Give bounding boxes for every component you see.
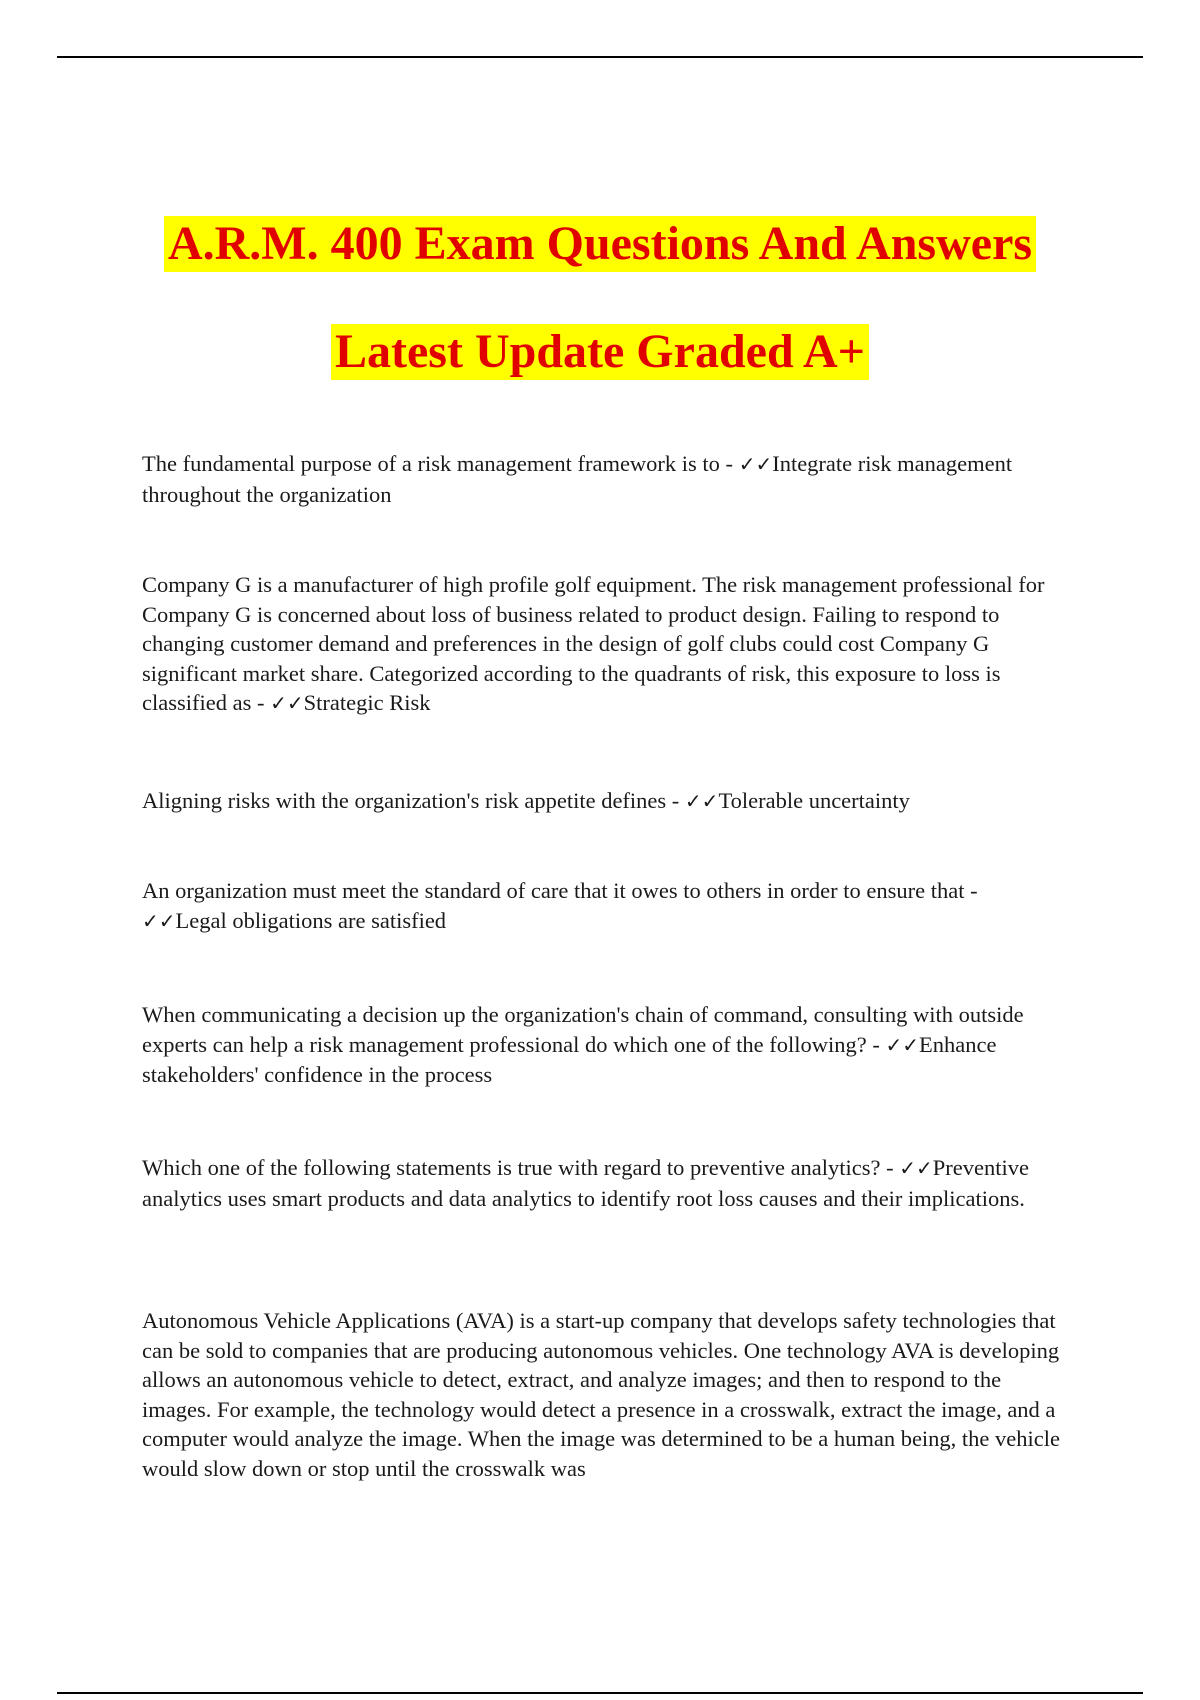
question-text: Which one of the following statements is true with regard to preventive analytics? - bbox=[142, 1155, 900, 1180]
answer-text: Strategic Risk bbox=[303, 690, 431, 715]
question-text: An organization must meet the standard of care that it owes to others in order to ensure that - bbox=[142, 878, 978, 903]
qa-item-5 bbox=[142, 1000, 1062, 1090]
question-text: Autonomous Vehicle Applications (AVA) is a start-up company that develops safety technologies that can be sold to companies that are producing autonomous vehicles. One technology AVA is developing allows an autonomous vehicle to detect, extract, and analyze images; and then to respond to the images. For example, the technology would detect a presence in a crosswalk, extract the image, and a computer would analyze the image. When the image was determined to be a human being, the vehicle would slow down or stop until the crosswalk was bbox=[142, 1308, 1061, 1481]
bottom-rule bbox=[57, 1692, 1143, 1694]
page-title-line-1: A.R.M. 400 Exam Questions And Answers bbox=[164, 216, 1036, 272]
answer-text: Enhance stakeholders' confidence in the process bbox=[142, 1031, 997, 1087]
qa-item-1 bbox=[142, 449, 1062, 509]
qa-item-6 bbox=[142, 1153, 1062, 1213]
double-check-icon: ✓✓ bbox=[885, 1032, 920, 1057]
title-line-2-container bbox=[0, 324, 1200, 380]
qa-item-2 bbox=[142, 570, 1062, 719]
question-text: The fundamental purpose of a risk management framework is to - bbox=[142, 451, 739, 476]
page-title-line-2: Latest Update Graded A+ bbox=[331, 324, 869, 380]
answer-text: Tolerable uncertainty bbox=[718, 788, 910, 813]
question-text: Aligning risks with the organization's risk appetite defines - bbox=[142, 788, 685, 813]
double-check-icon: ✓✓ bbox=[142, 908, 176, 933]
double-check-icon: ✓✓ bbox=[899, 1156, 933, 1180]
top-rule bbox=[57, 56, 1143, 58]
double-check-icon: ✓✓ bbox=[270, 691, 304, 715]
answer-text: Legal obligations are satisfied bbox=[175, 907, 447, 933]
question-text: Company G is a manufacturer of high profile golf equipment. The risk management professional for Company G is concerned about loss of business related to product design. Failing to respond to changing customer demand and preferences in the design of golf clubs could cost Company G significant market share. Categorized according to the quadrants of risk, this exposure to loss is classified as - bbox=[142, 572, 1045, 715]
double-check-icon: ✓✓ bbox=[738, 452, 773, 476]
answer-text: Integrate risk management throughout the organization bbox=[142, 451, 1013, 507]
question-text: When communicating a decision up the organization's chain of command, consulting with outside experts can help a risk management professional do which one of the following? - bbox=[142, 1002, 1024, 1057]
qa-item-7 bbox=[142, 1306, 1062, 1483]
qa-item-3 bbox=[142, 786, 1062, 817]
double-check-icon: ✓✓ bbox=[684, 789, 719, 813]
qa-item-4 bbox=[142, 876, 1062, 936]
answer-text: Preventive analytics uses smart products and data analytics to identify root loss causes and their implications. bbox=[142, 1155, 1029, 1211]
title-line-1-container bbox=[0, 216, 1200, 272]
